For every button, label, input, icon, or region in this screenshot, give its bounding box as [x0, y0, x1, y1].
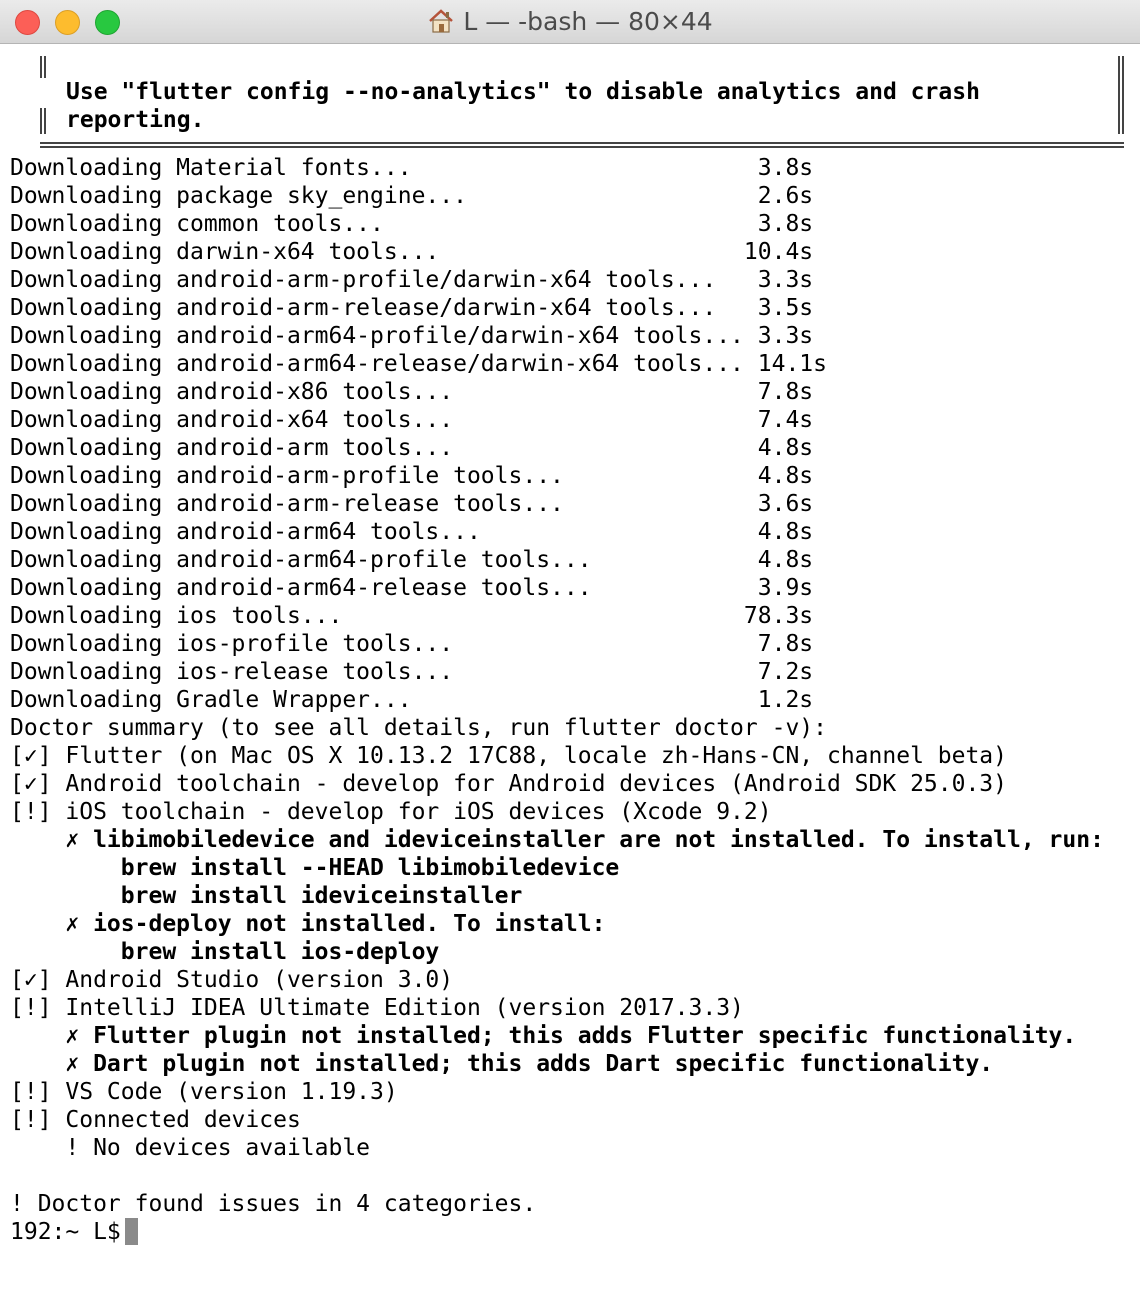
download-label: Downloading ios tools... — [10, 603, 343, 629]
download-label: Downloading android-arm-release tools... — [10, 491, 564, 517]
banner-border-bottom — [40, 142, 1124, 148]
download-time: 4.8s — [757, 519, 814, 545]
download-padding — [592, 547, 758, 573]
download-row — [10, 686, 1135, 714]
download-time: 3.8s — [757, 211, 814, 237]
download-padding — [564, 463, 758, 489]
download-time: 7.2s — [757, 659, 814, 685]
download-row — [10, 518, 1135, 546]
doctor-line: [!] VS Code (version 1.19.3) — [10, 1079, 398, 1105]
download-row — [10, 574, 1135, 602]
download-row — [10, 490, 1135, 518]
banner-border-left-bottom — [40, 108, 46, 134]
prompt-line[interactable] — [10, 1218, 1135, 1246]
download-row — [10, 462, 1135, 490]
download-padding — [453, 631, 758, 657]
download-label: Downloading android-arm64-profile tools... — [10, 547, 592, 573]
download-time: 7.8s — [757, 379, 814, 405]
doctor-line — [10, 1162, 1135, 1190]
banner-text — [66, 78, 980, 134]
download-time: 3.5s — [757, 295, 814, 321]
download-padding — [453, 435, 758, 461]
download-time: 4.8s — [757, 547, 814, 573]
download-time: 3.9s — [757, 575, 814, 601]
download-label: Downloading android-arm64-release tools... — [10, 575, 592, 601]
download-padding — [384, 211, 758, 237]
download-padding — [716, 267, 758, 293]
window-title-text: L — -bash — 80×44 — [463, 7, 713, 36]
doctor-line: [!] iOS toolchain - develop for iOS devices (Xcode 9.2) — [10, 799, 772, 825]
download-row — [10, 322, 1135, 350]
doctor-line: brew install --HEAD libimobiledevice — [10, 855, 620, 881]
download-padding — [342, 603, 744, 629]
text-cursor — [125, 1218, 138, 1245]
download-row — [10, 210, 1135, 238]
download-label: Downloading ios-profile tools... — [10, 631, 454, 657]
home-icon — [427, 9, 455, 33]
download-padding — [744, 323, 758, 349]
title-bar[interactable] — [0, 0, 1140, 44]
doctor-line: [✓] Android Studio (version 3.0) — [10, 967, 454, 993]
download-row — [10, 546, 1135, 574]
download-row — [10, 658, 1135, 686]
download-padding — [412, 155, 758, 181]
banner-border-right — [1118, 56, 1124, 134]
download-time: 7.4s — [757, 407, 814, 433]
doctor-line: [✓] Flutter (on Mac OS X 10.13.2 17C88, locale zh-Hans-CN, channel beta) — [10, 743, 1007, 769]
download-label: Downloading android-arm64-profile/darwin-x64 tools... — [10, 323, 744, 349]
doctor-line: ! No devices available — [10, 1135, 371, 1161]
doctor-line: Doctor summary (to see all details, run flutter doctor -v): — [10, 715, 827, 741]
download-label: Downloading Material fonts... — [10, 155, 412, 181]
download-row — [10, 434, 1135, 462]
doctor-line: [✓] Android toolchain - develop for Android devices (Android SDK 25.0.3) — [10, 771, 1007, 797]
download-padding — [412, 687, 758, 713]
download-row — [10, 406, 1135, 434]
doctor-line: [!] Connected devices — [10, 1107, 301, 1133]
download-label: Downloading android-arm64-release/darwin-x64 tools... — [10, 351, 744, 377]
analytics-banner — [10, 52, 1135, 154]
shell-prompt: 192:~ L$ — [10, 1219, 121, 1245]
banner-line-1: Use "flutter config --no-analytics" to disable analytics and crash — [66, 79, 980, 105]
download-time: 7.8s — [757, 631, 814, 657]
download-padding — [481, 519, 758, 545]
download-label: Downloading Gradle Wrapper... — [10, 687, 412, 713]
window-title — [0, 6, 1140, 38]
download-padding — [564, 491, 758, 517]
download-time: 10.4s — [743, 239, 814, 265]
download-label: Downloading android-arm-profile/darwin-x64 tools... — [10, 267, 717, 293]
download-time: 4.8s — [757, 435, 814, 461]
doctor-summary — [10, 714, 1135, 1218]
download-padding — [453, 659, 758, 685]
download-label: Downloading android-x64 tools... — [10, 407, 454, 433]
download-padding — [744, 351, 758, 377]
download-list — [10, 154, 1135, 714]
download-row — [10, 154, 1135, 182]
download-label: Downloading ios-release tools... — [10, 659, 454, 685]
download-time: 3.6s — [757, 491, 814, 517]
download-row — [10, 182, 1135, 210]
doctor-line: ✗ ios-deploy not installed. To install: — [10, 911, 606, 937]
download-label: Downloading android-x86 tools... — [10, 379, 454, 405]
download-label: Downloading android-arm-release/darwin-x64 tools... — [10, 295, 717, 321]
download-row — [10, 378, 1135, 406]
download-time: 2.6s — [757, 183, 814, 209]
download-padding — [467, 183, 758, 209]
download-padding — [439, 239, 744, 265]
doctor-line: [!] IntelliJ IDEA Ultimate Edition (version 2017.3.3) — [10, 995, 744, 1021]
download-label: Downloading darwin-x64 tools... — [10, 239, 440, 265]
download-time: 1.2s — [757, 687, 814, 713]
doctor-line: ✗ Flutter plugin not installed; this adds Flutter specific functionality. — [10, 1023, 1077, 1049]
download-row — [10, 266, 1135, 294]
terminal-output[interactable] — [10, 52, 1135, 1246]
download-label: Downloading common tools... — [10, 211, 384, 237]
download-padding — [592, 575, 758, 601]
download-row — [10, 350, 1135, 378]
doctor-line: brew install ideviceinstaller — [10, 883, 523, 909]
banner-line-2: reporting. — [66, 107, 205, 133]
doctor-line: ✗ libimobiledevice and ideviceinstaller are not installed. To install, run: — [10, 827, 1104, 853]
download-label: Downloading android-arm-profile tools... — [10, 463, 564, 489]
download-label: Downloading android-arm tools... — [10, 435, 454, 461]
download-padding — [716, 295, 758, 321]
download-time: 78.3s — [743, 603, 814, 629]
download-row — [10, 294, 1135, 322]
download-label: Downloading package sky_engine... — [10, 183, 467, 209]
download-time: 3.3s — [757, 323, 814, 349]
doctor-line: ! Doctor found issues in 4 categories. — [10, 1191, 537, 1217]
download-time: 14.1s — [757, 351, 828, 377]
download-row — [10, 602, 1135, 630]
download-label: Downloading android-arm64 tools... — [10, 519, 481, 545]
download-time: 4.8s — [757, 463, 814, 489]
download-padding — [453, 407, 758, 433]
download-row — [10, 630, 1135, 658]
download-time: 3.8s — [757, 155, 814, 181]
banner-border-left-top — [40, 56, 46, 78]
doctor-line: ✗ Dart plugin not installed; this adds Dart specific functionality. — [10, 1051, 994, 1077]
download-padding — [453, 379, 758, 405]
download-time: 3.3s — [757, 267, 814, 293]
download-row — [10, 238, 1135, 266]
doctor-line: brew install ios-deploy — [10, 939, 440, 965]
